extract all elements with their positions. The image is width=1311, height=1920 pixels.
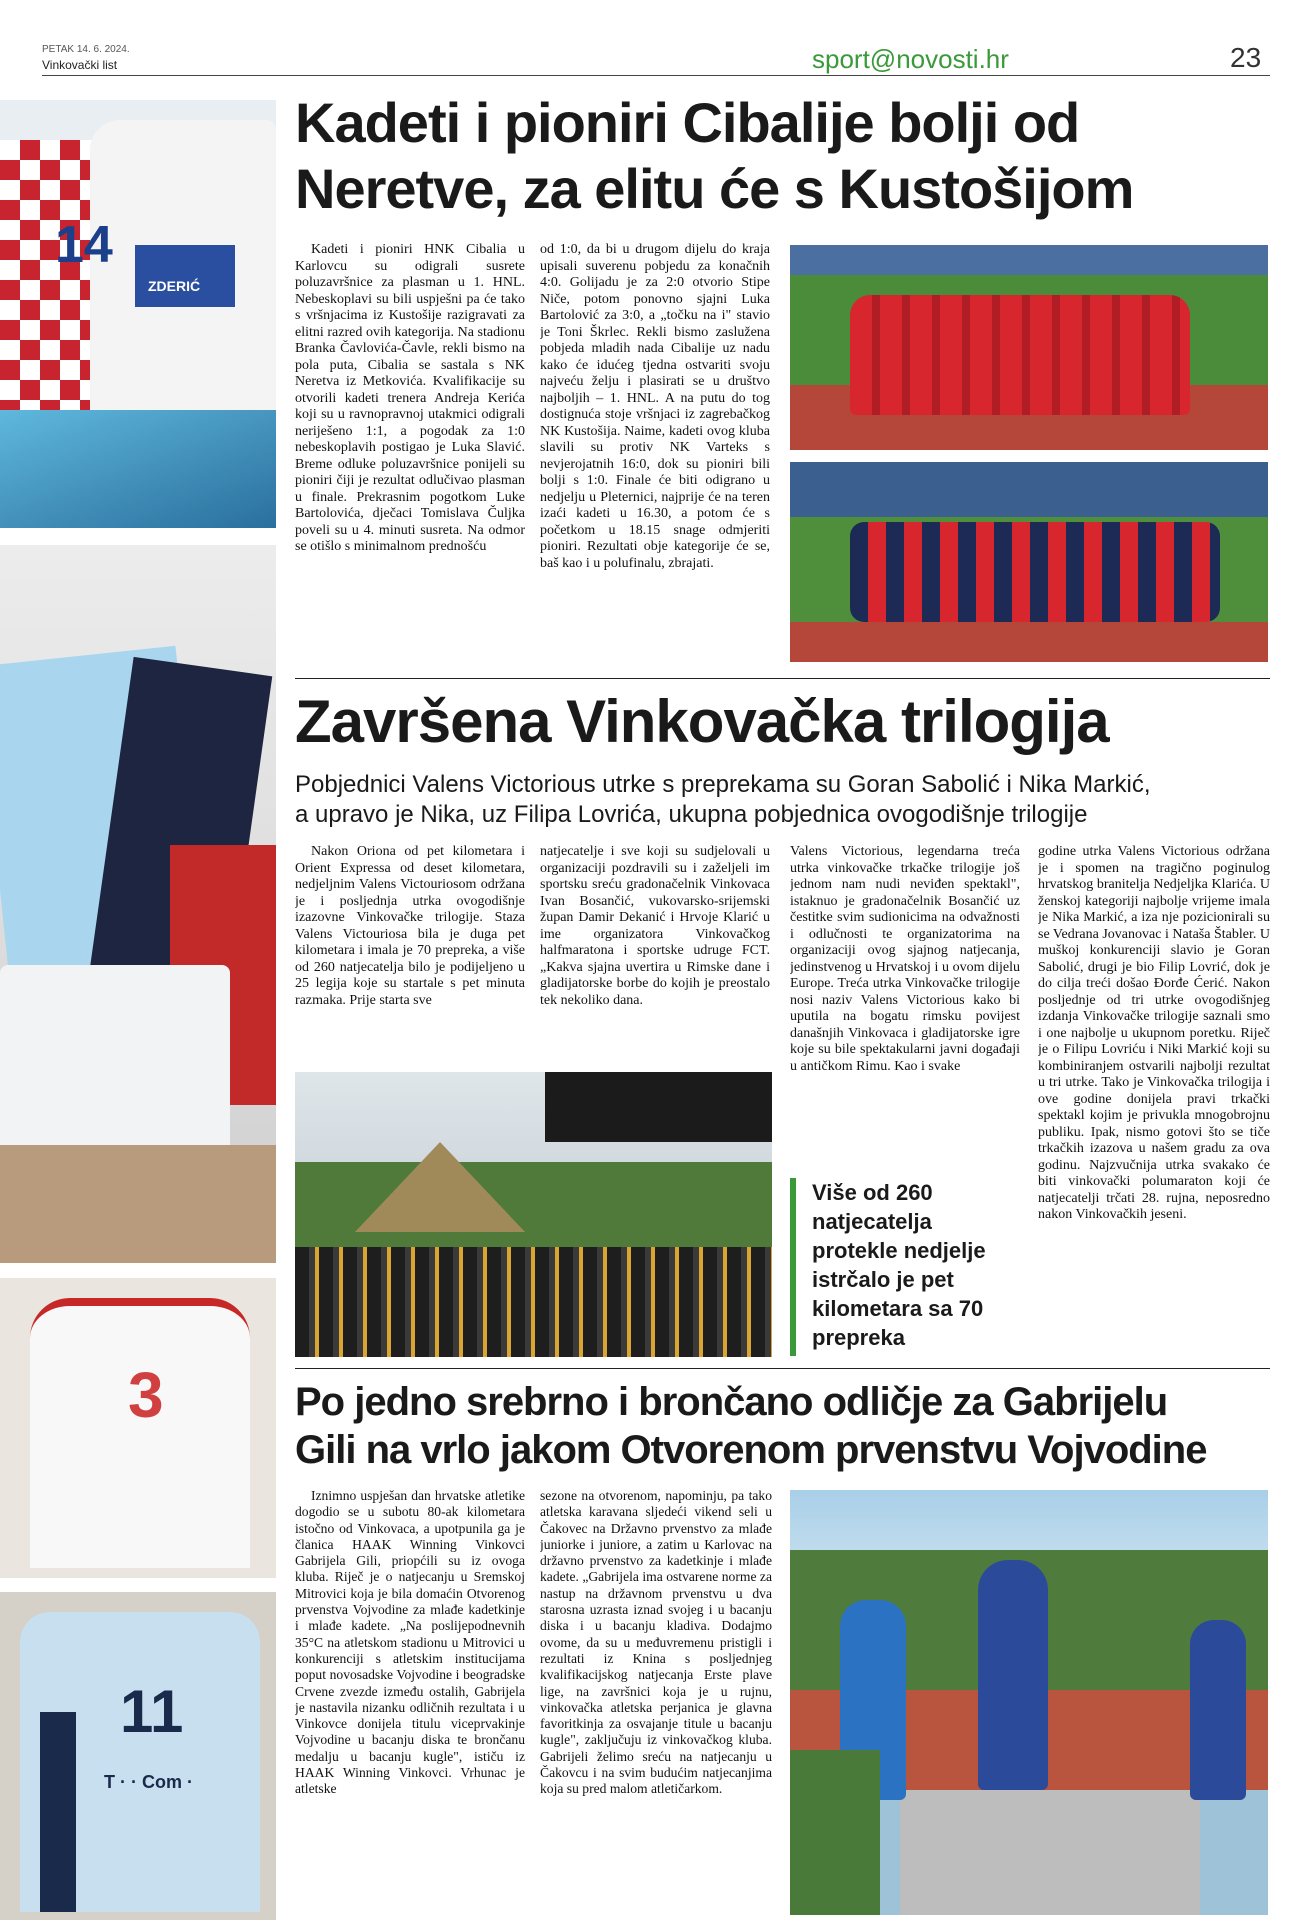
photo-podium-athletes: [790, 1490, 1268, 1915]
article2-column-3: Valens Victorious, legendarna treća utrka vinkovačke trkačke trilogije još jednom nam nudi neviđen spektakl", istaknuo je gradonačelnik Bosančić uz čestitke svim sudionicima na odvažnosti i odlučnosti te organizatorima na organizaciji ovog sjajnog natjecanja, jedinstvenog u Hrvatskoj i u ovom dijelu Europe. Treća utrka Vinkovačke trilogije nosi naziv Valens Victorious kako bi uputila na bogatu rimsku povijest današnjih Vinkovaca i gladijatorske igre koje su bile spektakularni javni događaji u antičkom Rimu. Kao i svake: [790, 844, 1020, 1074]
podium: [900, 1790, 1200, 1915]
jersey-nameplate: [135, 245, 235, 307]
photo-jersey-number-11: [0, 1592, 276, 1920]
jersey-number: 14: [55, 216, 113, 274]
section-rule-2: [295, 1368, 1270, 1369]
athlete-gold: [978, 1560, 1048, 1790]
jersey-name: ZDERIĆ: [148, 278, 201, 294]
jersey-11-side: [40, 1712, 76, 1912]
wood-floor: [0, 1145, 276, 1263]
jersey-3-number: 3: [128, 1359, 164, 1431]
article3-column-2: sezone na otvorenom, napominju, pa tako atletska karavana sljedeći vikend seli u Čakovec na Državno prvenstvo za mlađe juniorke i juniore, a zatim u Karlovac na državno prvenstvo za kadetkinje i mlađe kadete. „Gabrijela ima ostvarene norme za nastup na državnom prvenstvu u dva starosna uzrasta iznad svojeg i u bacanju diska i u bacanju kladiva. Dodajmo ovome, da su u međuvremenu pristigli i rezultati iz Knina s posljednjeg kvalifikacijskog natjecanja Erste plave lige, na završnici koja je u rujnu, vinkovačka atletska perjanica je glavna favoritkinja za osvajanje titule u bacanju kugle", zaključuju iz vinkovačkog kluba. Gabrijeli želimo sreću na natjecanju u Čakovcu i na svim budućim natjecanjima koja su pred malom atletičarkom.: [540, 1488, 772, 1797]
running-track: [790, 622, 1268, 662]
black-banner: [545, 1072, 772, 1142]
team-players: [850, 522, 1220, 622]
crowd-of-runners: [295, 1247, 772, 1357]
article2-column-2: natjecatelje i sve koji su sudjelovali u organizaciji pozdravili su i zaželjeli im sportsku sreću gradonačelnik Vinkovaca Ivan Bosančić, vukovarsko-srijemski župan Damir Dekanić i Hrvoje Klarić u ime organizatora Vinkovačkog halfmaratona i sportske udruge FCT. „Kakva sjajna uvertira u Rimske dane i gladijatorske borbe do kojih je preostalo tek nekoliko dana.: [540, 844, 770, 1008]
header-email[interactable]: sport@novosti.hr: [812, 44, 1009, 74]
article2-subhead-line2: a upravo je Nika, uz Filipa Lovrića, ukupna pobjednica ovogodišnje trilogije: [295, 801, 1088, 828]
article2-pullquote: Više od 260 natjecatelja protekle nedjelje istrčalo je pet kilometara sa 70 prepreka: [812, 1180, 986, 1350]
shrubs: [790, 1750, 880, 1915]
article2-column-4: godine utrka Valens Victorious održana je i spomen na tragično poginulog hrvatskog branitelja Nedjeljka Klarića. U ženskoj kategoriji najbolje vrijeme imala je Nika Markić, a iza nje pozicionirali su se Vedrana Jovanovac i Nataša Štabler. U muškoj konkurenciji slavio je Goran Sabolić, drugi je bio Filip Lovrić, dok je do cilja treći došao Đorđe Ćerić. Nakon posljednje od tri utrke ovogodišnjeg izdanja Vinkovačke trilogije saznali smo i one najbolje u ukupnom poretku. Riječ je o Filipu Lovriću i Niki Markić koji su kombiniranjem ostvarili najbolji rezultat u tri utrke. Tako je Vinkovačka trilogija i ove godine donijela pravi trkački spektakl kojim je privukla mnogobrojnu publiku. Ipak, nismo gotovi što se tiče trkačkih izazova u našem gradu za ova godinu. Najzvučnija utrka svakako će biti vinkovački polumaraton koji će natjecatelji trčati 28. rujna, neposredno nakon Vinkovačkih jeseni.: [1038, 844, 1270, 1222]
header-rule: [42, 75, 1270, 76]
article2-headline: Završena Vinkovačka trilogija: [295, 688, 1109, 755]
athlete-bronze: [1190, 1620, 1246, 1800]
team-players: [850, 295, 1190, 415]
article3-headline-line1: Po jedno srebrno i brončano odličje za Gabrijelu: [295, 1380, 1168, 1424]
article2-subhead-line1: Pobjednici Valens Victorious utrke s preprekama su Goran Sabolić i Nika Markić,: [295, 771, 1151, 798]
article1-headline-line1: Kadeti i pioniri Cibalije bolji od: [295, 91, 1080, 154]
photo-valens-runners: [295, 1072, 772, 1357]
white-jersey-3: [30, 1298, 250, 1568]
header-paper-name: Vinkovački list: [42, 58, 118, 72]
article3-headline-line2: Gili na vrlo jakom Otvorenom prvenstvu Vojvodine: [295, 1428, 1207, 1472]
article1-headline-line2: Neretve, za elitu će s Kustošijom: [295, 157, 1134, 220]
stands: [790, 462, 1268, 517]
trees: [295, 1162, 772, 1252]
stands: [790, 245, 1268, 275]
page-number: 23: [1230, 42, 1262, 73]
header-date: PETAK 14. 6. 2024.: [42, 44, 130, 55]
article1-column-2: od 1:0, da bi u drugom dijelu do kraja upisali suverenu pobjedu za konačnih 4:0. Golijadu je za 2:0 otvorio Stipe Niče, potom ponovno sjajni Luka Bartolović za 3:0, a „točku na i" stavio je Toni Škrlec. Rekli bismo zaslužena pobjeda mladih nada Cibalije uz nadu kako će idućeg tjedna ostvariti svoju najveću želju i plasirati se u društvo najboljih – 1. HNL. A na putu do tog dostignuća stoje vršnjaci iz zagrebačkog NK Kustošija. Naime, kadeti ovog kluba slavili su protiv NK Varteks s nevjerojatnih 16:0, dok su pioniri bili bolji s 1:0. Finale će biti odigrano u nedjelju u Pleternici, najprije će na teren izaći kadeti u 16.30, a potom će s početkom u 18.15 snage odmjeriti pioniri. Rezultati obje kategorije će se, baš kao i u polufinalu, zbrajati.: [540, 242, 770, 571]
photo-pioneers-team: [790, 462, 1268, 662]
jersey-11-number: 11: [120, 1678, 184, 1745]
article1-column-1: Kadeti i pioniri HNK Cibalia u Karlovcu su odigrali susrete poluzavršnice za plasman u 1. HNL. Nebeskoplavi su bili uspješni pa će tako s vršnjacima iz Kustošije razigravati za elitni razred ovih kategorija. Na stadionu Branka Čavlovića-Čavle, rekli bismo na pola puta, Cibalia se sastala s NK Neretva iz Metkovića. Kvalifikacije su otvorili kadeti trenera Andreja Kerića koji su u ravnopravnoj utakmici odigrali neriješeno 1:1, a pogodak za 1:0 nebeskoplavih postigao je Luka Slavić. Breme odluke poluzavršnice ponijeli su pioniri čiji je rezultat odlučivao plasman u finale. Prekrasnim pogotkom Luke Bartolovića, dječaci Tomislava Čuljka poveli su u 4. minuti susreta. Na odmor se otišlo s minimalnom prednošću: [295, 242, 525, 554]
photo-jersey-number-3: [0, 1278, 276, 1578]
photo-jerseys-pile: [0, 545, 276, 1263]
article3-column-1: Iznimno uspješan dan hrvatske atletike dogodio se u subotu 80-ak kilometara istočno od Vinkovaca, a upotpunila ga je članica HAAK Winning Vinkovci Gabrijela Gili, priopćili su iz ovoga kluba. Riječ je o natjecanju u Sremskoj Mitrovici koja je bila domaćin Otvorenog prvenstva Vojvodine za mlađe kadetkinje i mlađe kadete. „Na poslijepodnevnih 35°C na atletskom stadionu u Mitrovici u konkurenciji s atletskim institucijama poput novosadske Vojvodine i beogradske Crvene zvezde između ostalih, Gabrijela je nastavila nizanku odličnih rezultata i u Vinkovce donijela titulu viceprvakinje Vojvodine u bacanju diska te brončanu medalju u bacanju kugle", ističu iz HAAK Winning Vinkovci. Vrhunac je atletske: [295, 1488, 525, 1797]
article2-column-1: Nakon Oriona od pet kilometara i Orient Expressa od deset kilometara, nedjeljnim Valens Victouriosom održana je i posljednja utrka ovogodišnje izazovne Vinkovačke trilogije. Staza Valens Victouriosa bila je duga pet kilometara i imala je 70 prepreka, a više od 260 natjecatelja bilo je podijeljeno u 25 legija koje su startale s pet minuta razmaka. Prije starta sve: [295, 844, 525, 1008]
photo-jersey-croatia: [0, 100, 276, 528]
pullquote-accent-bar: [790, 1178, 796, 1356]
jersey-11-sponsor: T · · Com ·: [104, 1772, 193, 1792]
blue-shorts: [0, 410, 276, 528]
photo-cadets-team: [790, 245, 1268, 450]
section-rule-1: [295, 678, 1270, 679]
white-jersey: [0, 965, 230, 1175]
